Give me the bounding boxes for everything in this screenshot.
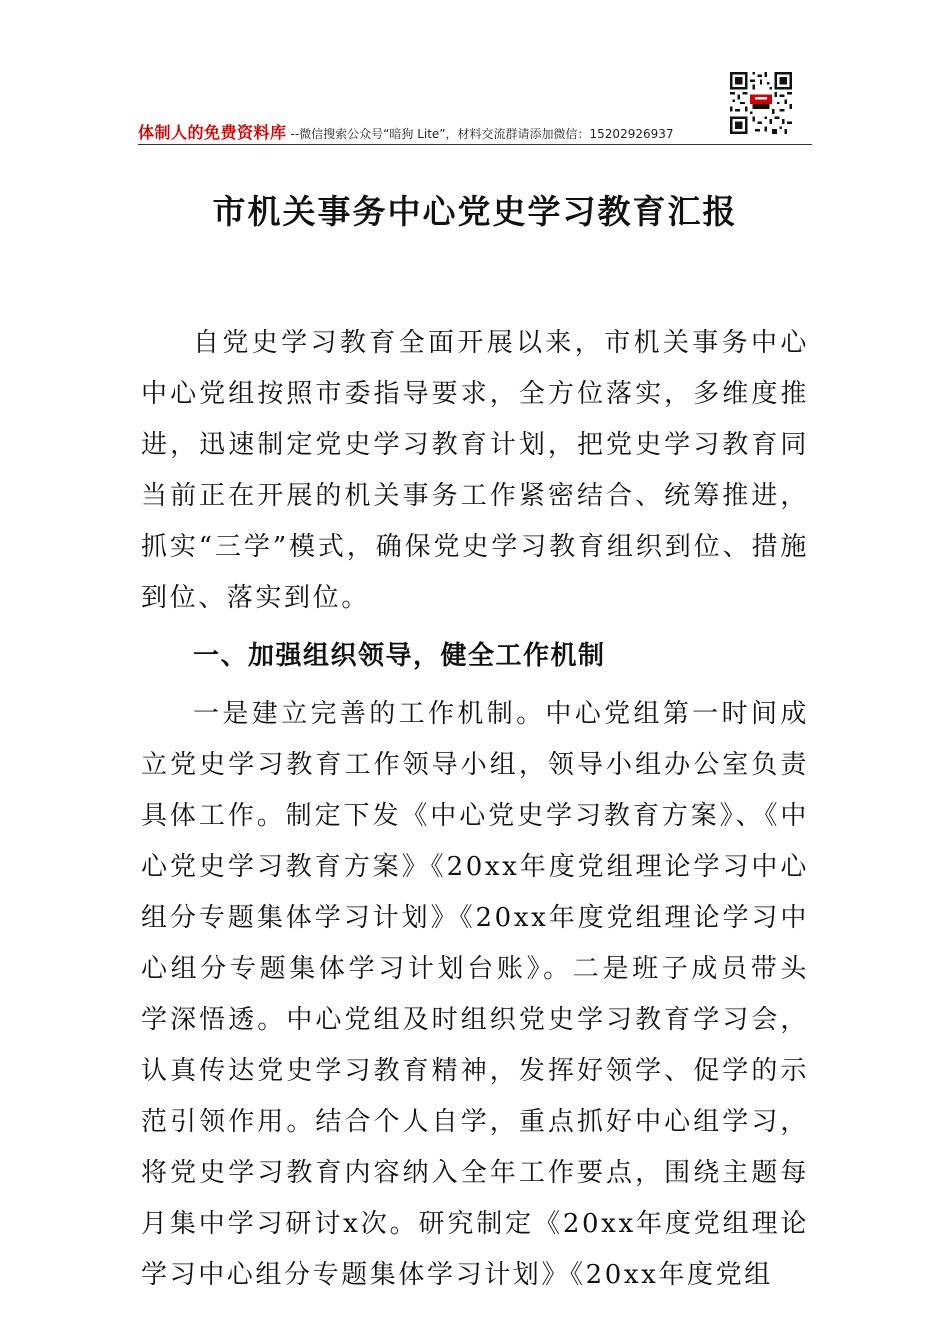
header-tagline: --微信搜索公众号“暗狗 Lite”，材料交流群请添加微信：15202926937 <box>290 127 674 141</box>
qr-code-icon <box>730 72 792 134</box>
body-paragraph: 一是建立完善的工作机制。中心党组第一时间成立党史学习教育工作领导小组，领导小组办公室负责具体工作。制定下发《中心党史学习教育方案》、《中心党史学习教育方案》《20xx年度党组理论学习中心组分专题集体学习计划》《20xx年度党组理论学习中心组分专题集体学习计划台账》。二是班子成员带头学深悟透。中心党组及时组织党史学习教育学习会，认真传达党史学习教育精神，发挥好领学、促学的示范引领作用。结合个人自学，重点抓好中心组学习，将党史学习教育内容纳入全年工作要点，围绕主题每月集中学习研讨x次。研究制定《20xx年度党组理论学习中心组分专题集体学习计划》《20xx年度党组 <box>141 699 809 1290</box>
document-body <box>141 318 809 1301</box>
header-divider <box>138 144 812 145</box>
document-title: 市机关事务中心党史学习教育汇报 <box>212 192 738 231</box>
header-brand: 体制人的免费资料库 <box>138 123 287 142</box>
intro-paragraph: 自党史学习教育全面开展以来，市机关事务中心中心党组按照市委指导要求，全方位落实，多维度推进，迅速制定党史学习教育计划，把党史学习教育同当前正在开展的机关事务工作紧密结合、统筹推进，抓实“三学”模式，确保党史学习教育组织到位、措施到位、落实到位。 <box>141 328 809 613</box>
page-header <box>138 120 810 144</box>
section-heading: 一、加强组织领导，健全工作机制 <box>193 641 606 671</box>
